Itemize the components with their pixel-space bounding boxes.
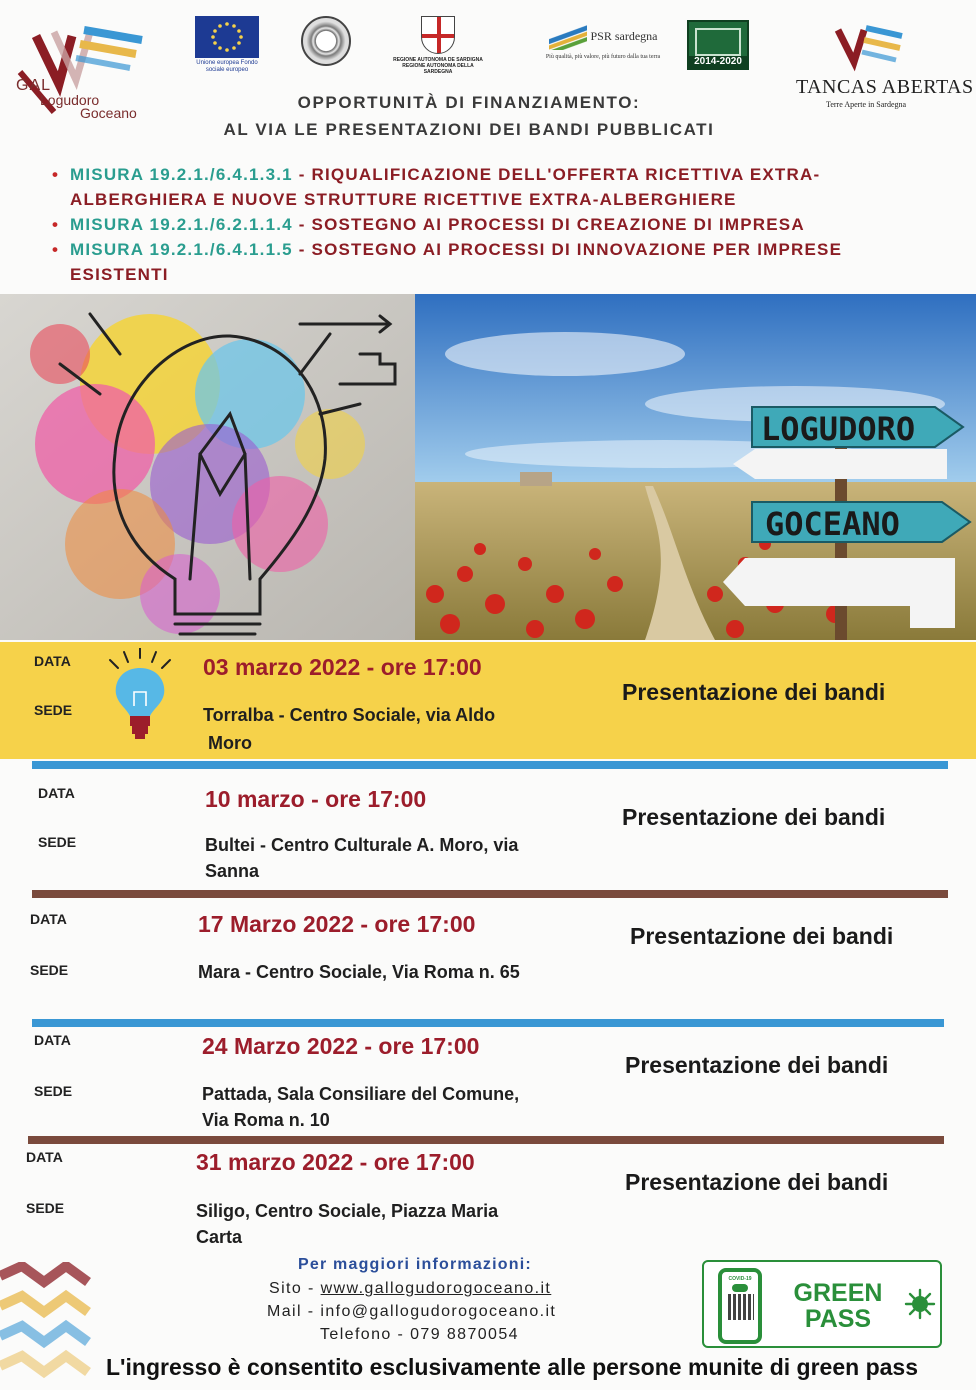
lightbulb-illustration — [0, 294, 415, 640]
measures-list — [52, 162, 932, 287]
date-label: DATA — [34, 653, 71, 669]
event-venue: Bultei - Centro Culturale A. Moro, via — [205, 835, 519, 855]
phone-tag: COVID-19 — [728, 1276, 752, 1282]
event-date: 24 Marzo 2022 - ore 17:00 — [202, 1033, 480, 1059]
psr-caption: Più qualità, più valore, più futuro dalla tua terra — [545, 54, 661, 60]
divider-brown — [32, 890, 948, 898]
info-title: Per maggiori informazioni: — [298, 1256, 532, 1273]
event-venue-cont: Sanna — [205, 861, 260, 881]
event-venue: Torralba - Centro Sociale, via Aldo — [203, 705, 496, 725]
measure-text: - SOSTEGNO AI PROCESSI DI INNOVAZIONE PER IMPRESE ESISTENTI — [70, 240, 843, 284]
tancas-abertas-logo-icon — [830, 22, 910, 74]
event-title: Presentazione dei bandi — [622, 804, 886, 830]
eu-logo — [192, 16, 262, 78]
event-date: 17 Marzo 2022 - ore 17:00 — [198, 911, 476, 937]
event-title: Presentazione dei bandi — [622, 679, 886, 705]
info-site — [269, 1280, 551, 1298]
signpost-goceano: GOCEANO — [765, 505, 900, 543]
venue-label: SEDE — [34, 1083, 73, 1099]
signpost-logudoro: LOGUDORO — [761, 410, 916, 448]
date-label: DATA — [26, 1149, 63, 1165]
green-pass-badge — [702, 1260, 942, 1348]
site-link[interactable]: www.gallogudorogoceano.it — [320, 1280, 552, 1297]
mail-label: Mail - — [267, 1303, 321, 1320]
gal-logo-line3: Goceano — [80, 105, 137, 121]
event-title: Presentazione dei bandi — [625, 1052, 889, 1078]
info-phone — [320, 1326, 519, 1344]
green-pass-line1: GREEN — [793, 1279, 883, 1307]
phone-number[interactable]: 079 8870054 — [410, 1326, 519, 1343]
headline-line-1: OPPORTUNITÀ DI FINANZIAMENTO: — [297, 93, 641, 112]
leader-logo — [686, 20, 750, 82]
date-label: DATA — [34, 1032, 71, 1048]
psr-logo — [538, 22, 668, 84]
headline-line-2: AL VIA LE PRESENTAZIONI DEI BANDI PUBBLICATI — [223, 120, 715, 139]
date-label: DATA — [30, 911, 67, 927]
measure-text: - RIQUALIFICAZIONE DELL'OFFERTA RICETTIVA EXTRA-ALBERGHIERA E NUOVE STRUTTURE RICETTIVE EXTRA-ALBERGHIERE — [70, 165, 821, 209]
venue-label: SEDE — [30, 962, 69, 978]
italian-republic-emblem-icon — [301, 16, 351, 66]
divider-blue — [32, 1019, 944, 1027]
ras-logo — [388, 16, 488, 78]
event-date: 31 marzo 2022 - ore 17:00 — [196, 1149, 475, 1175]
divider-brown — [28, 1136, 944, 1144]
measure-item — [52, 237, 932, 287]
info-mail — [267, 1303, 556, 1321]
eu-caption: Unione europea Fondo sociale europeo — [196, 60, 258, 73]
green-pass-line2: PASS — [804, 1305, 872, 1333]
green-pass-text — [788, 1280, 888, 1332]
venue-label: SEDE — [26, 1200, 65, 1216]
measure-code: MISURA 19.2.1./6.2.1.1.4 — [70, 215, 293, 234]
green-pass-disclaimer: L'ingresso è consentito esclusivamente alle persone munite di green pass — [106, 1354, 919, 1380]
leader-icon — [687, 20, 749, 70]
psr-name: PSR sardegna — [590, 28, 658, 43]
countryside-signpost-photo — [415, 294, 976, 640]
ras-caption: REGIONE AUTONOMA DE SARDIGNA REGIONE AUTONOMA DELLA SARDEGNA — [393, 57, 483, 75]
mail-address[interactable]: info@gallogudorogoceano.it — [320, 1303, 557, 1320]
phone-qr-icon — [718, 1268, 762, 1344]
date-label: DATA — [38, 785, 75, 801]
measure-item — [52, 212, 932, 237]
event-title: Presentazione dei bandi — [630, 923, 894, 949]
tancas-abertas-subtitle: Terre Aperte in Sardegna — [826, 100, 907, 109]
italy-emblem — [300, 16, 352, 78]
measure-code: MISURA 19.2.1./6.4.1.1.5 — [70, 240, 293, 259]
virus-icon — [904, 1288, 936, 1320]
venue-label: SEDE — [34, 702, 73, 718]
measure-code: MISURA 19.2.1./6.4.1.3.1 — [70, 165, 293, 184]
phone-label: Telefono - — [320, 1326, 411, 1343]
event-venue: Siligo, Centro Sociale, Piazza Maria — [196, 1201, 499, 1221]
event-title: Presentazione dei bandi — [625, 1169, 889, 1195]
event-venue: Pattada, Sala Consiliare del Comune, — [202, 1084, 520, 1104]
event-date: 10 marzo - ore 17:00 — [205, 786, 427, 812]
decorative-waves-icon — [0, 1262, 92, 1390]
sardinia-shield-icon — [421, 16, 455, 54]
tancas-abertas-title: TANCAS ABERTAS — [796, 76, 974, 98]
event-venue-cont: Carta — [196, 1227, 243, 1247]
event-date: 03 marzo 2022 - ore 17:00 — [203, 654, 482, 680]
psr-wave-icon — [549, 22, 587, 50]
eu-flag-icon — [195, 16, 259, 58]
venue-label: SEDE — [38, 834, 77, 850]
event-venue: Mara - Centro Sociale, Via Roma n. 65 — [198, 962, 520, 982]
site-label: Sito - — [269, 1280, 321, 1297]
event-venue-cont: Via Roma n. 10 — [202, 1110, 330, 1130]
leader-years: 2014-2020 — [689, 56, 747, 68]
measure-item — [52, 162, 932, 212]
event-venue-cont: Moro — [208, 733, 252, 753]
gal-logo-line2: Logudoro — [40, 92, 100, 108]
divider-blue — [32, 761, 948, 769]
lightbulb-icon — [104, 648, 174, 744]
measure-text: - SOSTEGNO AI PROCESSI DI CREAZIONE DI IMPRESA — [292, 215, 805, 234]
gal-logo-line1: GAL — [16, 77, 52, 94]
